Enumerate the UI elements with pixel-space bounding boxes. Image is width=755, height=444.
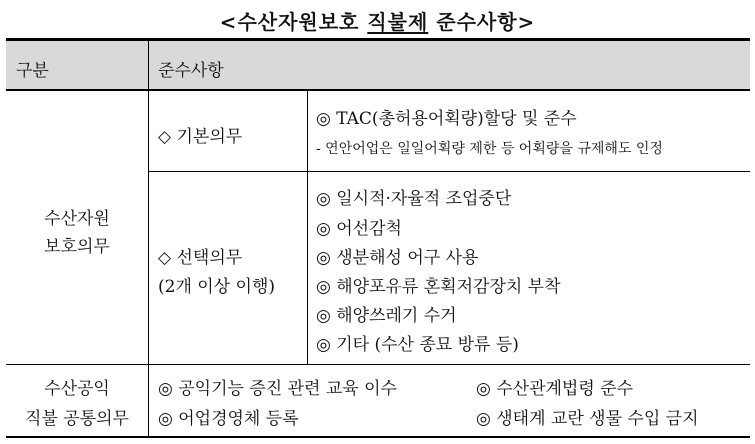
category-common-line1: 수산공익 (44, 379, 110, 399)
optional-duty-label: ◇ 선택의무 (158, 248, 243, 268)
page-title (0, 6, 755, 35)
title-part1: 수산자원보호 (237, 10, 368, 34)
optional-item: ◎ 일시적·자율적 조업중단 (316, 189, 512, 209)
optional-item: ◎ 생분해성 어구 사용 (316, 248, 479, 268)
title-part3: 준수사항 (428, 10, 518, 34)
header-bottom-border (6, 89, 750, 91)
table-bottom-border (6, 436, 750, 438)
category-resource-line1: 수산자원 (44, 209, 110, 229)
common-item: ◎ 수산관계법령 준수 (476, 379, 634, 399)
optional-item: ◎ 해양포유류 혼획저감장치 부착 (316, 277, 561, 297)
header-category: 구분 (16, 61, 49, 81)
category-resource-line2: 보호의무 (44, 237, 110, 257)
category-common-line2: 직불 공통의무 (25, 409, 129, 429)
optional-item: ◎ 어선감척 (316, 219, 402, 239)
title-open-bracket: < (219, 10, 238, 34)
duty-column-divider (307, 91, 308, 364)
basic-optional-divider (149, 171, 750, 172)
table-top-border (6, 38, 750, 41)
optional-duty-condition: (2개 이상 이행) (158, 277, 275, 297)
table-header-background (6, 40, 750, 90)
title-close-bracket: > (517, 10, 536, 34)
common-item: ◎ 공익기능 증진 관련 교육 이수 (158, 379, 397, 399)
header-compliance: 준수사항 (158, 61, 224, 81)
basic-item-tac: ◎ TAC(총허용어획량)할당 및 준수 (316, 109, 577, 129)
title-underlined-word: 직불제 (367, 10, 429, 34)
optional-item: ◎ 기타 (수산 종묘 방류 등) (316, 335, 519, 355)
basic-note: - 연안어업은 일일어획량 제한 등 어획량을 규제해도 인정 (316, 141, 663, 157)
common-row-top-border (6, 364, 750, 365)
optional-item: ◎ 해양쓰레기 수거 (316, 306, 457, 326)
common-item: ◎ 어업경영체 등록 (158, 409, 299, 429)
category-column-divider (148, 41, 149, 436)
common-item: ◎ 생태계 교란 생물 수입 금지 (476, 409, 699, 429)
basic-duty-label: ◇ 기본의무 (158, 127, 243, 147)
